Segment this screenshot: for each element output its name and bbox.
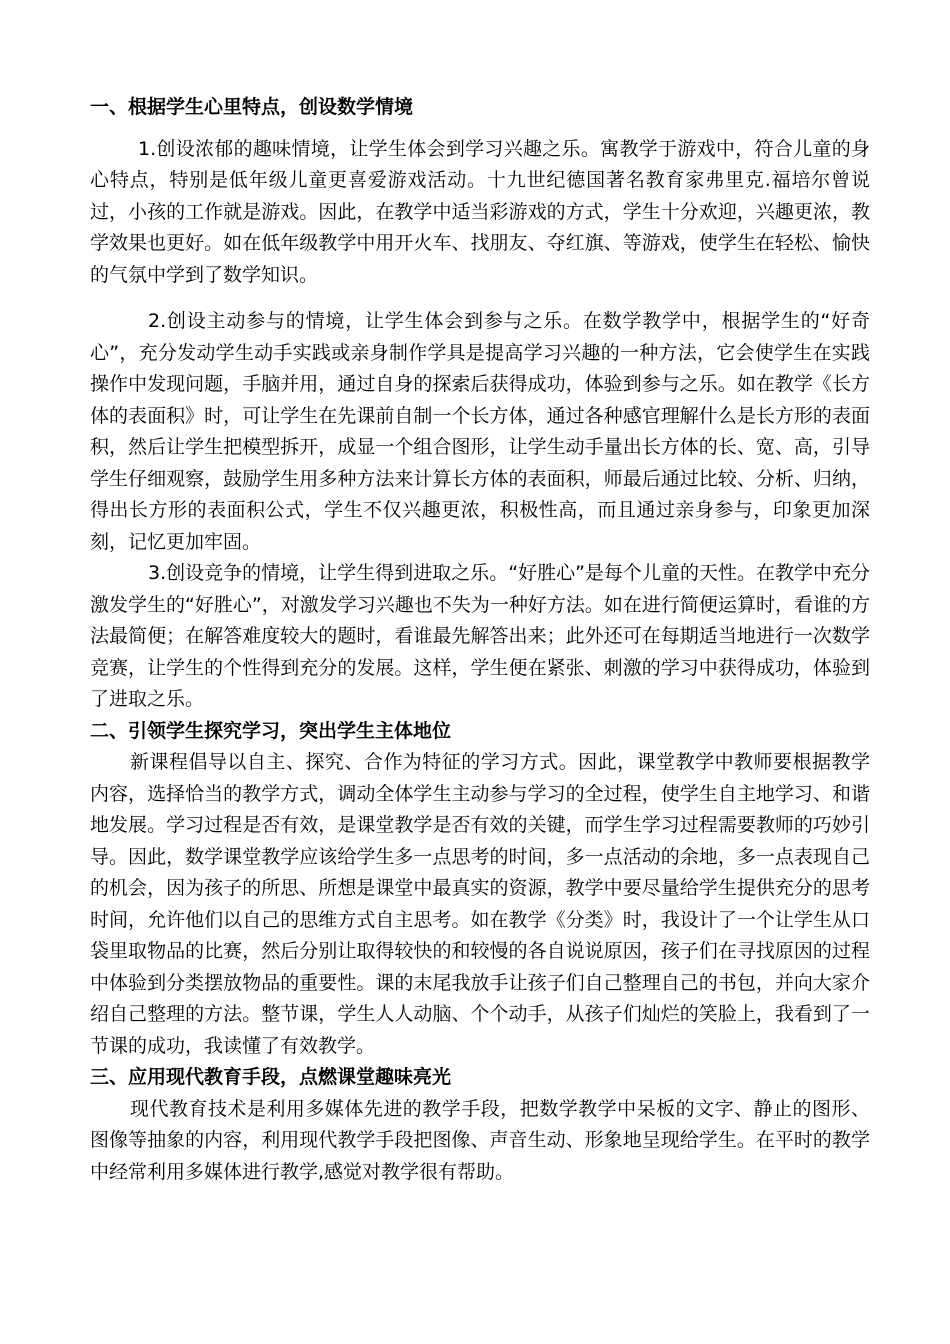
- section-1-paragraph-2: 2.创设主动参与的情境，让学生体会到参与之乐。在数学教学中，根据学生的“好奇心”，充分发动学生动手实践或亲身制作学具是提高学习兴趣的一种方法，它会使学生在实践操作中发现问题，手脑并用，通过自身的探索后获得成功，体验到参与之乐。如在教学《长方体的表面积》时，可让学生在先课前自制一个长方体，通过各种感官理解什么是长方形的表面积，然后让学生把模型拆开，成显一个组合图形，让学生动手量出长方体的长、宽、高，引导学生仔细观察，鼓励学生用多种方法来计算长方体的表面积，师最后通过比较、分析、归纳，得出长方形的表面积公式，学生不仅兴趣更浓，积极性高，而且通过亲身参与，印象更加深刻，记忆更加牢固。: [90, 310, 870, 553]
- section-2-heading: 二、引领学生探究学习，突出学生主体地位: [90, 719, 452, 742]
- section-3-paragraph-1: 现代教育技术是利用多媒体先进的教学手段，把数学教学中呆板的文字、静止的图形、图像等抽象的内容，利用现代教学手段把图像、声音生动、形象地呈现给学生。在平时的教学中经常利用多媒体进行教学,感觉对教学很有帮助。: [90, 1097, 870, 1183]
- section-1-paragraph-1: 1.创设浓郁的趣味情境，让学生体会到学习兴趣之乐。寓教学于游戏中，符合儿童的身心特点，特别是低年级儿童更喜爱游戏活动。十九世纪德国著名教育家弗里克.福培尔曾说过，小孩的工作就是游戏。因此，在教学中适当彩游戏的方式，学生十分欢迎，兴趣更浓，教学效果也更好。如在低年级教学中用开火车、找朋友、夺红旗、等游戏，使学生在轻松、愉快的气氛中学到了数学知识。: [90, 137, 870, 286]
- section-3-heading: 三、应用现代教育手段，点燃课堂趣味亮光: [90, 1066, 452, 1088]
- document-body: [90, 92, 870, 1188]
- section-1-heading: 一、根据学生心里特点，创设数学情境: [90, 96, 414, 118]
- section-2-paragraph-1: 新课程倡导以自主、探究、合作为特征的学习方式。因此，课堂教学中教师要根据教学内容，选择恰当的教学方式，调动全体学生主动参与学习的全过程，使学生自主地学习、和谐地发展。学习过程是否有效，是课堂教学是否有效的关键，而学生学习过程需要教师的巧妙引导。因此，数学课堂教学应该给学生多一点思考的时间，多一点活动的余地，多一点表现自己的机会，因为孩子的所思、所想是课堂中最真实的资源，教学中要尽量给学生提供充分的思考时间，允许他们以自己的思维方式自主思考。如在教学《分类》时，我设计了一个让学生从口袋里取物品的比赛，然后分别让取得较快的和较慢的各自说说原因，孩子们在寻找原因的过程中体验到分类摆放物品的重要性。课的末尾我放手让孩子们自己整理自己的书包，并向大家介绍自己整理的方法。整节课，学生人人动脑、个个动手，从孩子们灿烂的笑脸上，我看到了一节课的成功，我读懂了有效教学。: [90, 751, 870, 1057]
- section-1-paragraph-3: 3.创设竞争的情境，让学生得到进取之乐。“好胜心”是每个儿童的天性。在教学中充分激发学生的“好胜心”，对激发学习兴趣也不失为一种好方法。如在进行简便运算时，看谁的方法最简便；在解答难度较大的题时，看谁最先解答出来；此外还可在每期适当地进行一次数学竞赛，让学生的个性得到充分的发展。这样，学生便在紧张、刺激的学习中获得成功，体验到了进取之乐。: [90, 562, 870, 710]
